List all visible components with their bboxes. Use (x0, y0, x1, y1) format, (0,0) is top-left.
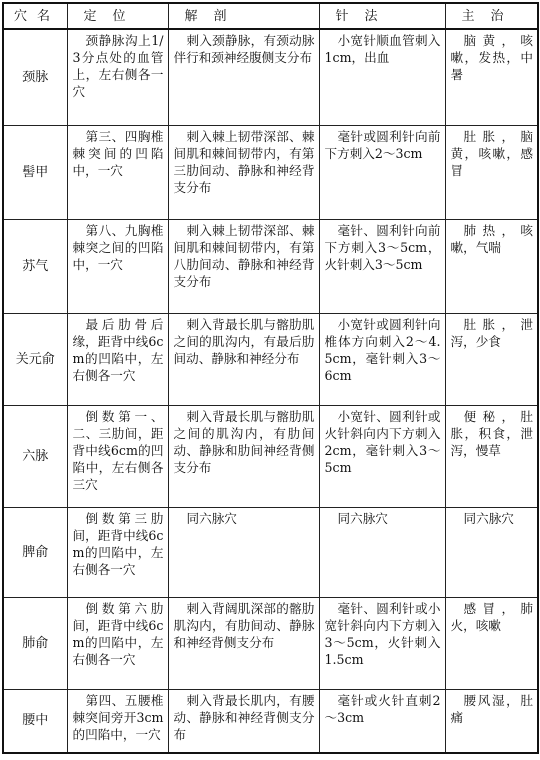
needling-cell: 同六脉穴 (319, 507, 445, 597)
needling-cell: 毫针或火针直刺2～3cm (319, 689, 445, 753)
acupoint-name: 苏气 (3, 219, 67, 313)
needling-cell: 毫针、圆利针或小宽针斜向内下方刺入3～5cm，火针刺入1.5cm (319, 597, 445, 689)
acupoint-name: 肺俞 (3, 597, 67, 689)
table-row (3, 689, 538, 753)
location-cell: 颈静脉沟上1/3分点处的血管上，左右侧各一穴 (67, 29, 168, 125)
acupoint-name: 六脉 (3, 405, 67, 507)
header-anatomy: 解剖 (168, 3, 319, 29)
anatomy-cell: 刺入背阔肌深部的髂肋肌沟内，有肋间动、静脉和神经背侧支分布 (168, 597, 319, 689)
anatomy-cell: 同六脉穴 (168, 507, 319, 597)
anatomy-cell: 刺入棘上韧带深部、棘间肌和棘间韧带内，有第三肋间动、静脉和神经背支分布 (168, 125, 319, 219)
location-cell: 第八、九胸椎棘突之间的凹陷中，一穴 (67, 219, 168, 313)
indication-cell: 便秘，肚胀，积食，泄泻，慢草 (445, 405, 538, 507)
table-row (3, 29, 538, 125)
header-location: 定位 (67, 3, 168, 29)
location-cell: 倒数第一、二、三肋间，距背中线6cm的凹陷中，左右侧各三穴 (67, 405, 168, 507)
table-header-row (3, 3, 538, 29)
needling-cell: 小宽针或圆利针向椎体方向刺入2～4.5cm，毫针刺入3～6cm (319, 313, 445, 405)
table-row (3, 313, 538, 405)
needling-cell: 毫针、圆利针向前下方刺入3～5cm，火针刺入3～5cm (319, 219, 445, 313)
anatomy-cell: 刺入背最长肌与髂肋肌之间的肌沟内，有最后肋间动、静脉和神经分布 (168, 313, 319, 405)
location-cell: 倒数第六肋间，距背中线6cm的凹陷中，左右侧各一穴 (67, 597, 168, 689)
indication-cell: 腰风湿，肚痛 (445, 689, 538, 753)
anatomy-cell: 刺入背最长肌内，有腰动、静脉和神经背侧支分布 (168, 689, 319, 753)
indication-cell: 肚胀，脑黄，咳嗽，感冒 (445, 125, 538, 219)
acupoint-name: 脾俞 (3, 507, 67, 597)
indication-cell: 肚胀，泄泻，少食 (445, 313, 538, 405)
anatomy-cell: 刺入颈静脉，有颈动脉伴行和颈神经腹侧支分布 (168, 29, 319, 125)
table-row (3, 219, 538, 313)
table-row (3, 507, 538, 597)
anatomy-cell: 刺入棘上韧带深部、棘间肌和棘间韧带内，有第八肋间动、静脉和神经背支分布 (168, 219, 319, 313)
location-cell: 倒数第三肋间，距背中线6cm的凹陷中，左右侧各一穴 (67, 507, 168, 597)
indication-cell: 同六脉穴 (445, 507, 538, 597)
table-row (3, 125, 538, 219)
indication-cell: 脑黄，咳嗽，发热，中暑 (445, 29, 538, 125)
acupoint-name: 颈脉 (3, 29, 67, 125)
header-needling: 针法 (319, 3, 445, 29)
table-row (3, 597, 538, 689)
anatomy-cell: 刺入背最长肌与髂肋肌之间的肌沟内，有肋间动、静脉和肋间神经背侧支分布 (168, 405, 319, 507)
table-row (3, 405, 538, 507)
header-indication: 主治 (445, 3, 538, 29)
acupoint-name: 关元俞 (3, 313, 67, 405)
acupoint-name: 髻甲 (3, 125, 67, 219)
acupoint-table (2, 2, 539, 754)
indication-cell: 肺热，咳嗽，气喘 (445, 219, 538, 313)
needling-cell: 小宽针、圆利针或火针斜向内下方刺入2cm，毫针刺入3～5cm (319, 405, 445, 507)
acupoint-name: 腰中 (3, 689, 67, 753)
location-cell: 第四、五腰椎棘突间旁开3cm的凹陷中，一穴 (67, 689, 168, 753)
needling-cell: 毫针或圆利针向前下方刺入2～3cm (319, 125, 445, 219)
header-name: 穴名 (3, 3, 67, 29)
location-cell: 第三、四胸椎棘突间的凹陷中，一穴 (67, 125, 168, 219)
location-cell: 最后肋骨后缘，距背中线6cm的凹陷中，左右侧各一穴 (67, 313, 168, 405)
needling-cell: 小宽针顺血管刺入1cm，出血 (319, 29, 445, 125)
indication-cell: 感冒，肺火，咳嗽 (445, 597, 538, 689)
